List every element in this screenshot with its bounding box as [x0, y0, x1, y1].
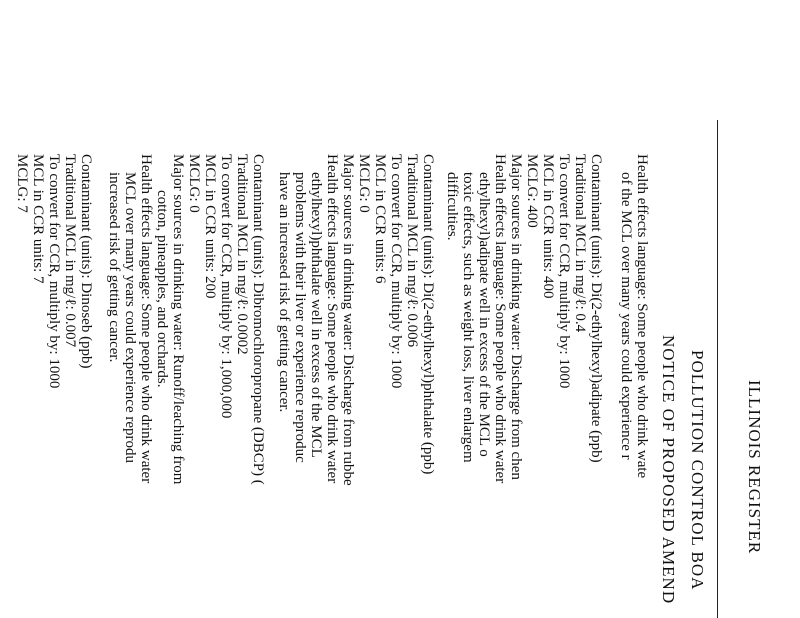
mcl-ccr-line: MCL in CCR units: 7	[30, 154, 46, 284]
header-rule	[717, 120, 718, 618]
major-sources-line: Major sources in drinking water: Discharge from chen	[508, 154, 524, 480]
health-effects-cont-line: difficulties.	[444, 172, 460, 241]
health-effects-cont-line: problems with their liver or experience reproduc	[292, 172, 308, 463]
contaminant-line: Contaminant (units): Dibromochloropropane (DBCP) (	[250, 154, 266, 485]
health-effects-cont-line: increased risk of getting cancer.	[106, 172, 122, 363]
convert-line: To convert for CCR, multiply by: 1000	[388, 154, 404, 389]
health-effects-cont-line: have an increased risk of getting cancer.	[276, 172, 292, 413]
health-effects-cont-line: MCL over many years could experience reprodu	[122, 172, 138, 463]
health-effects-cont-line: toxic effects, such as weight loss, liver enlargem	[460, 172, 476, 463]
contaminant-line: Contaminant (units): Di(2-ethylhexyl)phthalate (ppb)	[420, 154, 436, 475]
register-title: ILLINOIS REGISTER	[745, 380, 764, 555]
contaminant-line: Contaminant (units): Di(2-ethylhexyl)adipate (ppb)	[588, 154, 604, 463]
mcl-ccr-line: MCL in CCR units: 200	[202, 154, 218, 299]
convert-line: To convert for CCR, multiply by: 1000	[556, 154, 572, 389]
health-effects-line: Health effects language: Some people who drink water	[492, 154, 508, 484]
major-sources-cont-line: cotton, pineapples, and orchards.	[154, 190, 170, 388]
convert-line: To convert for CCR, multiply by: 1,000,000	[218, 154, 234, 419]
traditional-mcl-line: Traditional MCL in mg/ℓ: 0.007	[62, 154, 78, 348]
board-name: POLLUTION CONTROL BOA	[688, 350, 707, 591]
mclg-line: MCLG: 0	[186, 154, 202, 213]
traditional-mcl-line: Traditional MCL in mg/ℓ: 0.006	[404, 154, 420, 348]
health-effects-line: Health effects language: Some people who drink water	[324, 154, 340, 484]
contaminant-line: Contaminant (units): Dinoseb (ppb)	[78, 154, 94, 369]
mcl-ccr-line: MCL in CCR units: 400	[540, 154, 556, 299]
intro-health-effects-cont: of the MCL over many years could experience r	[618, 172, 634, 460]
health-effects-line: Health effects language: Some people who drink water	[138, 154, 154, 484]
major-sources-line: Major sources in drinking water: Runoff/leaching from	[170, 154, 186, 485]
mclg-line: MCLG: 400	[524, 154, 540, 228]
mcl-ccr-line: MCL in CCR units: 6	[372, 154, 388, 284]
intro-health-effects: Health effects language: Some people who drink wate	[634, 154, 650, 479]
mclg-line: MCLG: 0	[356, 154, 372, 213]
traditional-mcl-line: Traditional MCL in mg/ℓ: 0.0002	[234, 154, 250, 355]
health-effects-cont-line: ethylhexyl)adipate well in excess of the MCL o	[476, 172, 492, 457]
health-effects-cont-line: ethylhexyl)phthalate well in excess of the MCL	[308, 172, 324, 458]
convert-line: To convert for CCR, multiply by: 1000	[46, 154, 62, 389]
mclg-line: MCLG: 7	[14, 154, 30, 213]
notice-heading: NOTICE OF PROPOSED AMEND	[659, 335, 678, 605]
traditional-mcl-line: Traditional MCL in mg/ℓ: 0.4	[572, 154, 588, 333]
major-sources-line: Major sources in drinking water: Discharge from rubbe	[340, 154, 356, 486]
